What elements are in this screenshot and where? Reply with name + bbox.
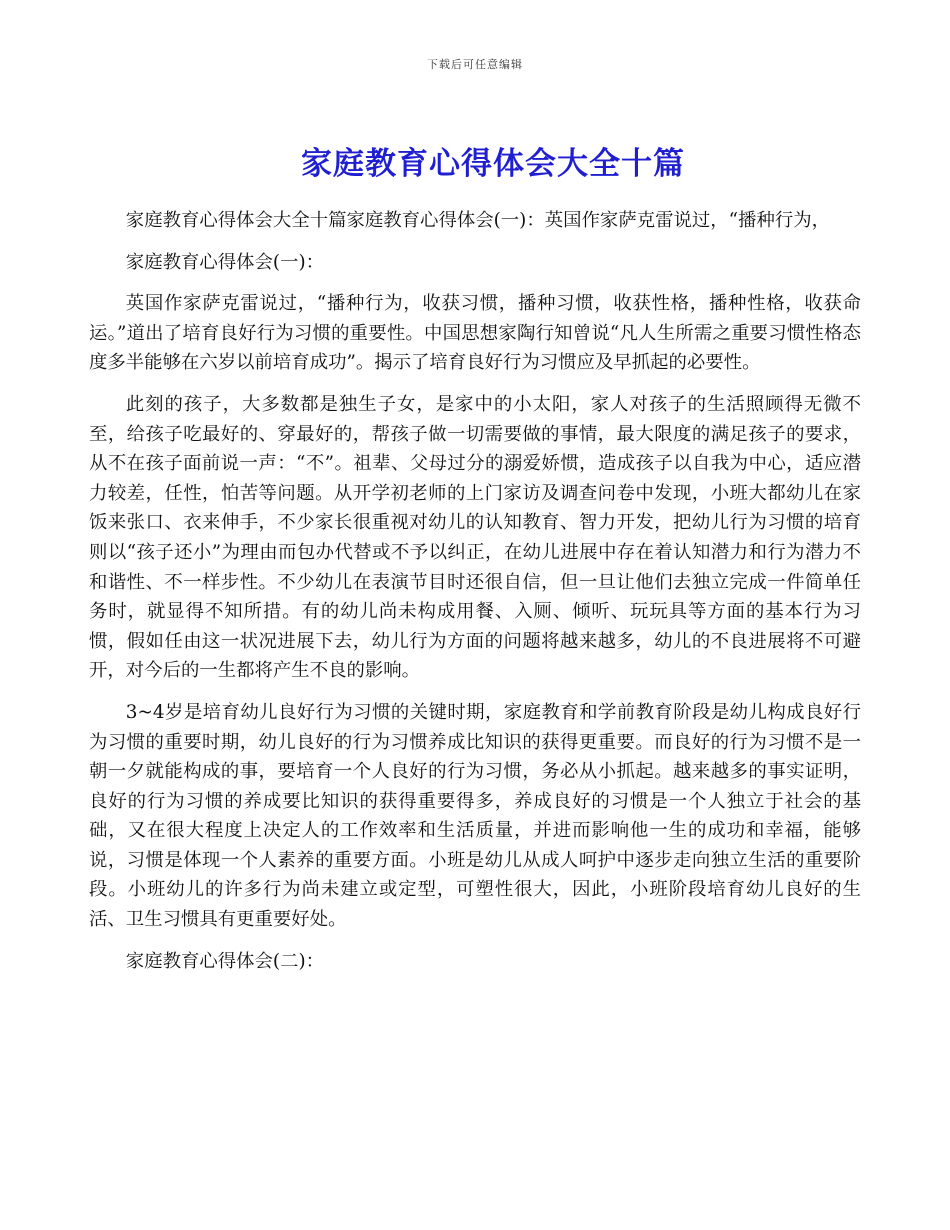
document-title: 家庭教育心得体会大全十篇 bbox=[301, 146, 685, 182]
paragraph-section-heading-2: 家庭教育心得体会(二)： bbox=[125, 950, 325, 972]
paragraph-only-child: 此刻的孩子，大多数都是独生子女，是家中的小太阳，家人对孩子的生活照顾得无微不至，给孩子吃最好的、穿最好的，帮孩子做一切需要做的事情，最大限度的满足孩子的要求，从不在孩子面前说一声：“不”。祖辈、父母过分的溺爱娇惯，造成孩子以自我为中心，适应潜力较差，任性，怕苦等问题。从开学初老师的上门家访及调查问卷中发现，小班大都幼儿在家饭来张口、衣来伸手，不少家长很重视对幼儿的认知教育、智力开发，把幼儿行为习惯的培育则以“孩子还小”为理由而包办代替或不予以纠正，在幼儿进展中存在着认知潜力和行为潜力不和谐性、不一样步性。不少幼儿在表演节目时还很自信，但一旦让他们去独立完成一件简单任务时，就显得不知所措。有的幼儿尚未构成用餐、入厕、倾听、玩玩具等方面的基本行为习惯，假如任由这一状况进展下去，幼儿行为方面的问题将越来越多，幼儿的不良进展将不可避开，对今后的一生都将产生不良的影响。 bbox=[89, 393, 861, 682]
paragraph-thackeray-quote: 英国作家萨克雷说过，“播种行为，收获习惯，播种习惯，收获性格，播种性格，收获命运。”道出了培育良好行为习惯的重要性。中国思想家陶行知曾说“凡人生所需之重要习惯性格态度多半能够在六岁以前培育成功”。揭示了培育良好行为习惯应及早抓起的必要性。 bbox=[89, 293, 861, 374]
paragraph-intro: 家庭教育心得体会大全十篇家庭教育心得体会(一)：英国作家萨克雷说过，“播种行为， bbox=[125, 210, 831, 231]
page-header-note: 下载后可任意编辑 bbox=[427, 58, 523, 71]
paragraph-age-3-4: 3~4岁是培育幼儿良好行为习惯的关键时期，家庭教育和学前教育阶段是幼儿构成良好行为习惯的重要时期，幼儿良好的行为习惯养成比知识的获得更重要。而良好的行为习惯不是一朝一夕就能构成的事，要培育一个人良好的行为习惯，务必从小抓起。越来越多的事实证明，良好的行为习惯的养成要比知识的获得重要得多，养成良好的习惯是一个人独立于社会的基础，又在很大程度上决定人的工作效率和生活质量，并进而影响他一生的成功和幸福，能够说，习惯是体现一个人素养的重要方面。小班是幼儿从成人呵护中逐步走向独立生活的重要阶段。小班幼儿的许多行为尚未建立或定型，可塑性很大，因此，小班阶段培育幼儿良好的生活、卫生习惯具有更重要好处。 bbox=[89, 701, 861, 931]
paragraph-section-heading-1: 家庭教育心得体会(一)： bbox=[125, 251, 325, 273]
document-body bbox=[89, 206, 861, 988]
